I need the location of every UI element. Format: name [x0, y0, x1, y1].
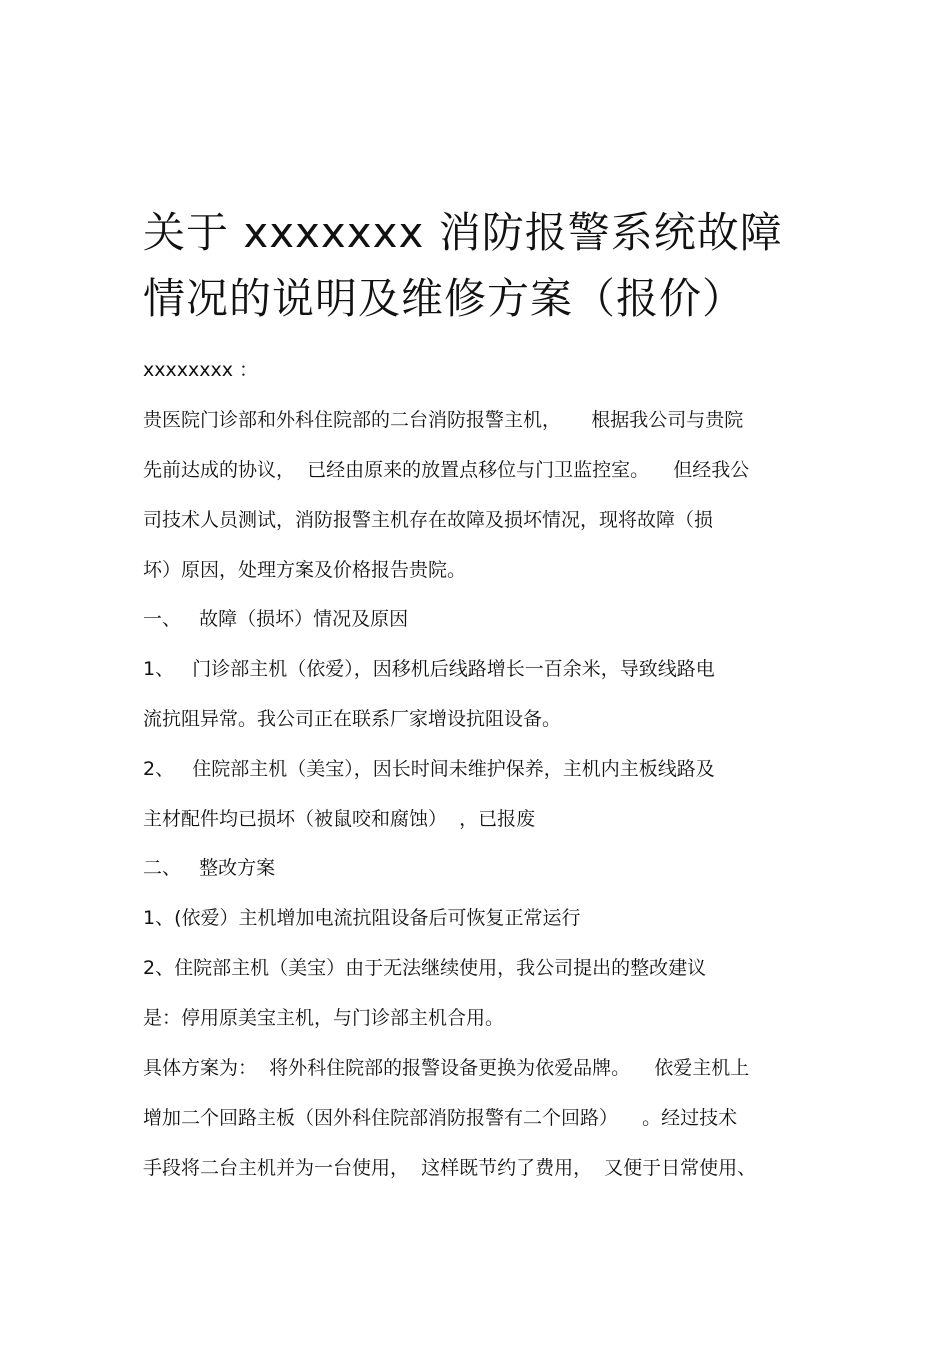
salutation: xxxxxxxx ：: [143, 359, 258, 381]
body-line: 2、住院部主机（美宝）由于无法继续使用，我公司提出的整改建议: [143, 957, 707, 979]
body-line: 具体方案为： 将外科住院部的报警设备更换为依爱品牌。 依爱主机上: [143, 1057, 750, 1079]
body-line: 增加二个回路主板（因外科住院部消防报警有二个回路） 。经过技术: [143, 1107, 738, 1129]
body-line: 司技术人员测试，消防报警主机存在故障及损坏情况，现将故障（损: [143, 509, 714, 531]
body-line: 2、 住院部主机（美宝），因长时间未维护保养，主机内主板线路及: [143, 758, 715, 780]
document-title: [143, 200, 843, 332]
body-line: 1、(依爱）主机增加电流抗阻设备后可恢复正常运行: [143, 907, 581, 929]
body-line: 手段将二台主机并为一台使用， 这样既节约了费用， 又便于日常使用、: [143, 1157, 757, 1179]
body-line: 坏）原因，处理方案及价格报告贵院。: [143, 559, 467, 581]
body-line: 先前达成的协议， 已经由原来的放置点移位与门卫监控室。 但经我公: [143, 459, 750, 481]
body-line: 1、 门诊部主机（依爱），因移机后线路增长一百余米，导致线路电: [143, 658, 715, 680]
body-line: 流抗阻异常。我公司正在联系厂家增设抗阻设备。: [143, 708, 562, 730]
section-heading-1: 一、 故障（损坏）情况及原因: [143, 608, 409, 630]
body-line: 主材配件均已损坏（被鼠咬和腐蚀） ，已报废: [143, 808, 536, 830]
body-line: 是：停用原美宝主机，与门诊部主机合用。: [143, 1007, 505, 1029]
section-heading-2: 二、 整改方案: [143, 857, 276, 879]
body-line: 贵医院门诊部和外科住院部的二台消防报警主机， 根据我公司与贵院: [143, 409, 744, 431]
title-line-2: 情况的说明及维修方案（报价）: [143, 274, 746, 323]
title-line-1: 关于 xxxxxxx 消防报警系统故障: [143, 208, 783, 257]
